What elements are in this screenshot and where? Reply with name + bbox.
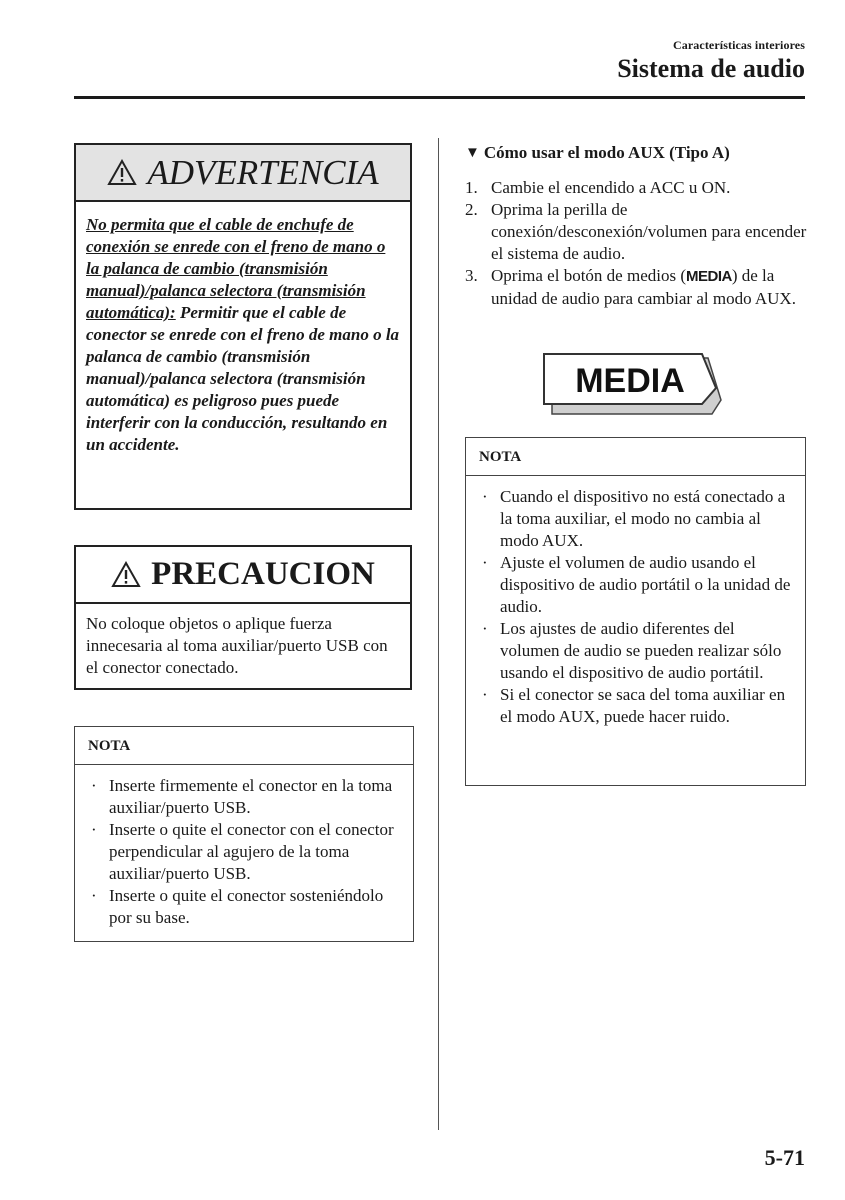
step-item [465,177,810,199]
warning-header [76,145,410,202]
step-text: Oprima la perilla de conexión/desconexión/volumen para encender el sistema de audio. [491,200,807,263]
caution-body: No coloque objetos o aplique fuerza innecesaria al toma auxiliar/puerto USB con el conector conectado. [86,614,388,677]
caution-box [74,545,412,690]
warning-box [74,143,412,510]
aux-heading [465,143,730,163]
bullet: · [482,553,488,572]
step-number: 2. [465,200,478,219]
step-item [465,199,810,265]
step-text: Cambie el encendido a ACC u ON. [491,178,731,197]
bullet: · [91,820,97,839]
list-item [87,819,403,885]
step-number: 1. [465,178,478,197]
column-divider [438,138,439,1130]
triangle-down-icon: ▼ [465,144,480,161]
note-box-left [74,726,414,942]
section-subtitle: Características interiores [673,38,805,52]
media-button-label: MEDIA [575,362,685,400]
note-item-text: Ajuste el volumen de audio usando el dispositivo de audio portátil o la unidad de audio. [500,553,791,616]
note-item-text: Cuando el dispositivo no está conectado a la toma auxiliar, el modo no cambia al modo AUX. [500,487,786,550]
bullet: · [482,487,488,506]
aux-heading-text: Cómo usar el modo AUX (Tipo A) [483,143,730,162]
step-text-after: ) de la unidad de audio para cambiar al modo AUX. [491,266,796,308]
list-item [478,552,795,618]
page-number: 5-71 [764,1145,805,1170]
list-item [478,618,795,684]
bullet: · [91,776,97,795]
warning-underlined-text: No permita que el cable de enchufe de conexión se enrede con el freno de mano o la palanca de cambio (transmisión manual)/palanca selectora (transmisión automática): [86,215,386,322]
warning-triangle-icon [107,159,137,186]
note-title: NOTA [466,438,805,476]
step-item [465,265,810,310]
media-button-illustration [538,352,724,418]
note-item-text: Los ajustes de audio diferentes del volumen de audio se pueden realizar sólo usando el dispositivo de audio portátil. [500,619,782,682]
header-rule [74,96,805,99]
section-title: Sistema de audio [617,54,805,83]
list-item [87,885,403,929]
list-item [478,684,795,728]
bullet: · [482,685,488,704]
warning-body [76,202,410,456]
bullet: · [482,619,488,638]
warning-body-text: Permitir que el cable de conector se enrede con el freno de mano o la palanca de cambio (transmisión manual)/palanca selectora (transmisión automática) es peligroso pues puede interferir con la conducción, resultando en un accidente. [86,303,400,454]
note-item-text: Si el conector se saca del toma auxiliar en el modo AUX, puede hacer ruido. [500,685,786,726]
note-item-text: Inserte o quite el conector sosteniéndolo por su base. [109,886,384,927]
caution-header [76,547,410,604]
note-item-text: Inserte firmemente el conector en la toma auxiliar/puerto USB. [109,776,393,817]
step-number: 3. [465,266,478,285]
note-title: NOTA [75,727,413,765]
step-text-before: Oprima el botón de medios ( [491,266,686,285]
list-item [87,775,403,819]
bullet: · [91,886,97,905]
note-item-text: Inserte o quite el conector con el conector perpendicular al agujero de la toma auxiliar/puerto USB. [109,820,394,883]
note-box-right [465,437,806,786]
caution-title: PRECAUCION [151,556,375,592]
list-item [478,486,795,552]
media-inline-label: MEDIA [686,268,732,285]
steps-list [465,177,810,310]
note-list [466,476,805,728]
warning-title: ADVERTENCIA [147,152,379,192]
note-list [75,765,413,929]
warning-triangle-icon [111,561,141,588]
